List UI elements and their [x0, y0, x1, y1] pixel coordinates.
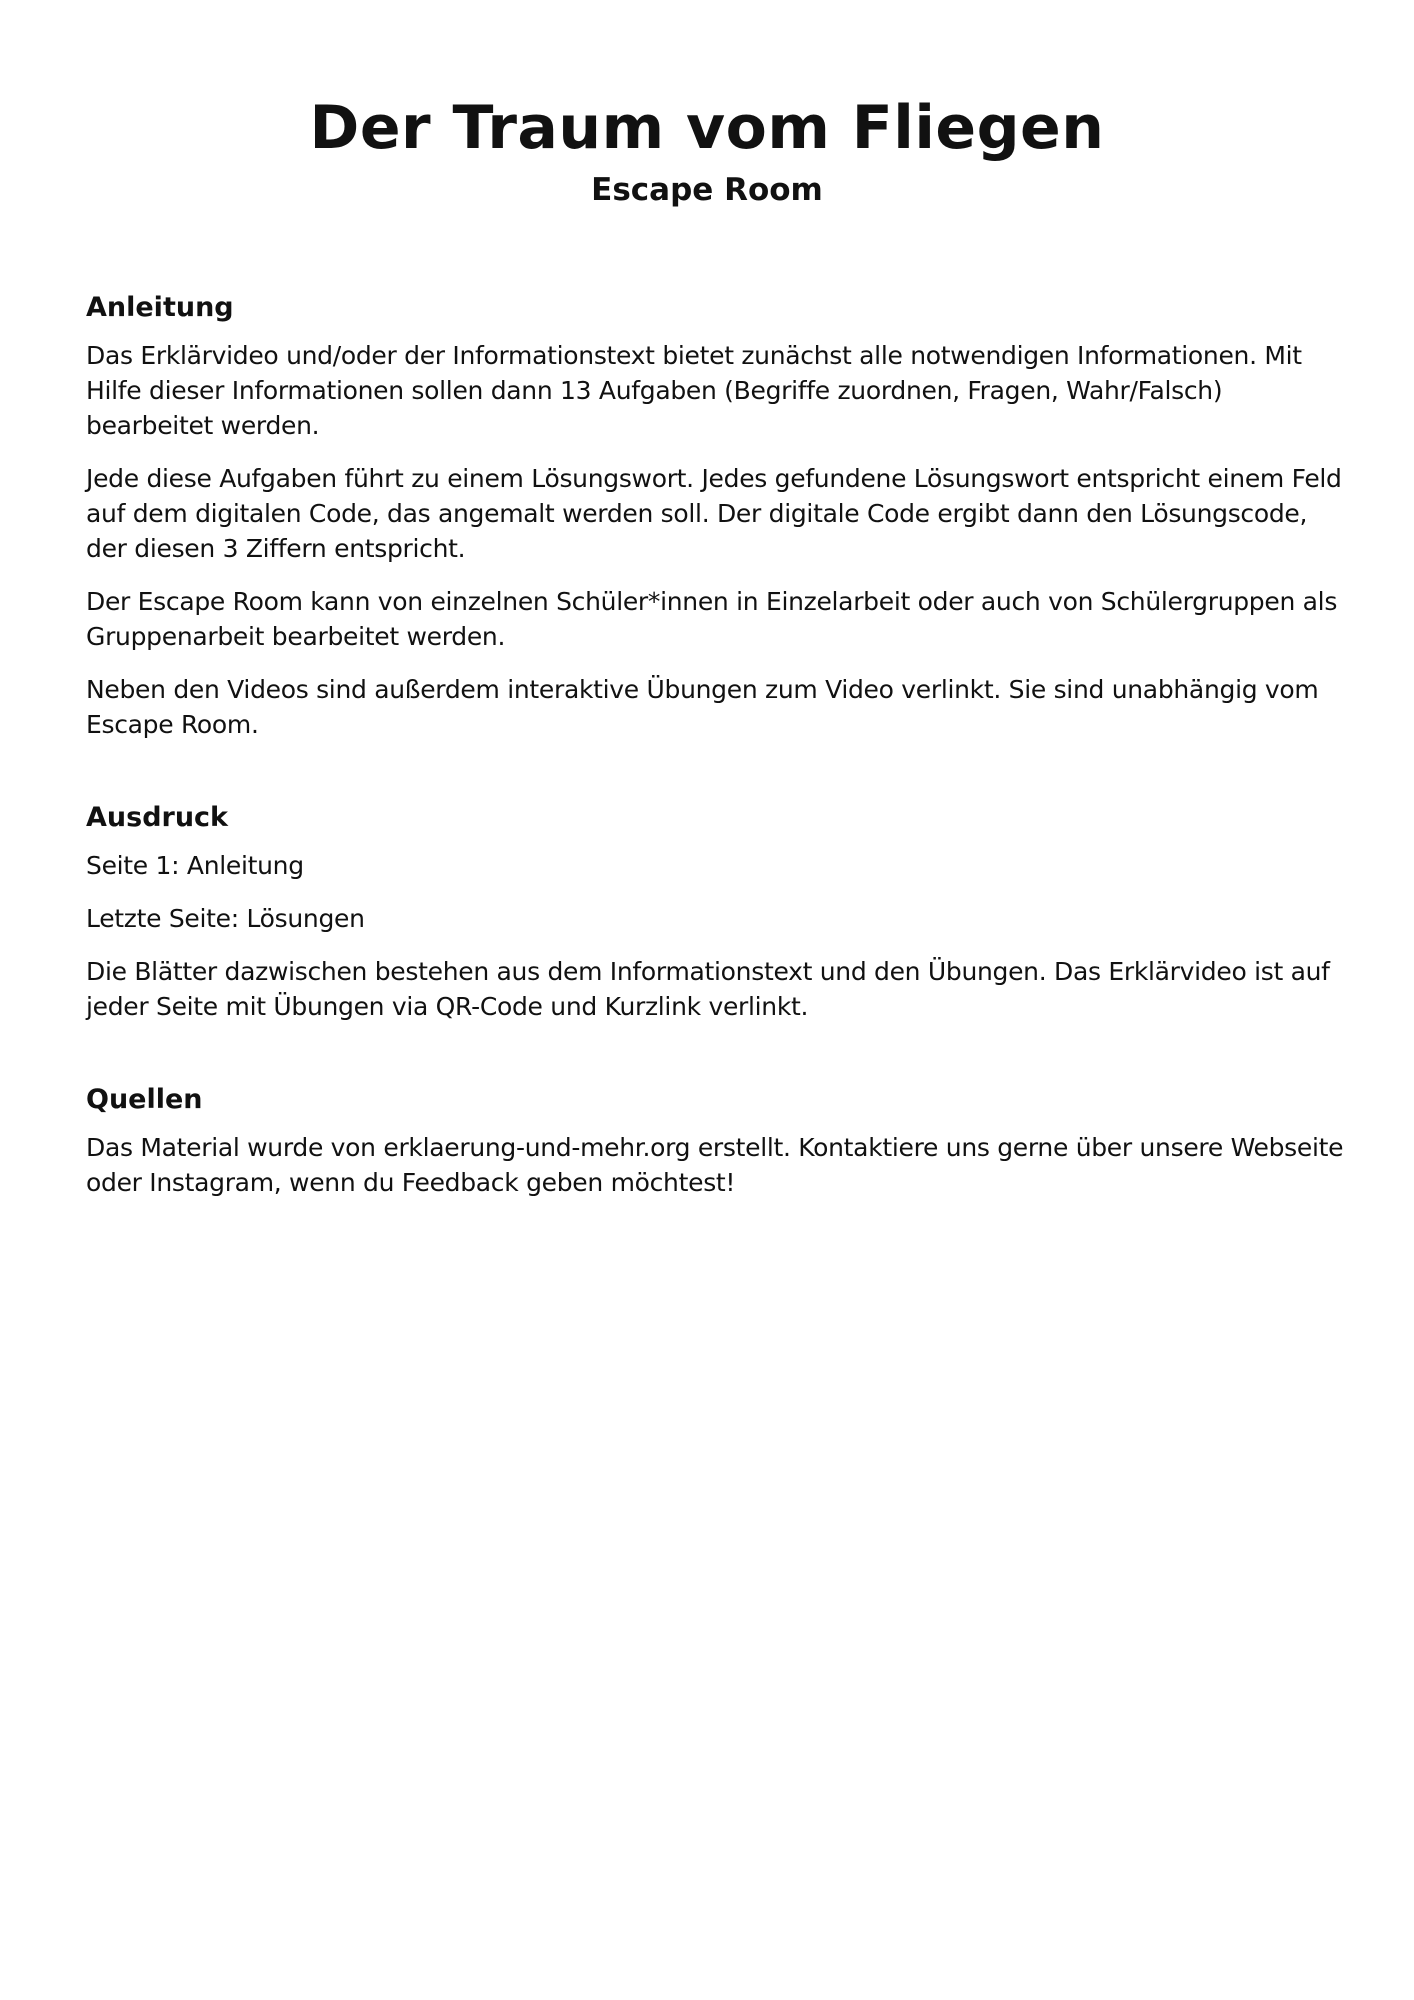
section-heading: Ausdruck — [86, 802, 229, 833]
section-anleitung — [86, 290, 1346, 742]
paragraph: Die Blätter dazwischen bestehen aus dem Informationstext und den Übungen. Das Erklärvideo ist auf jeder Seite mit Übungen via QR-Code und Kurzlink verlinkt. — [86, 957, 1330, 1021]
section-heading: Quellen — [86, 1084, 203, 1115]
paragraph: Seite 1: Anleitung — [86, 851, 304, 880]
paragraph: Neben den Videos sind außerdem interaktive Übungen zum Video verlinkt. Sie sind unabhängig vom Escape Room. — [86, 675, 1319, 739]
paragraph: Der Escape Room kann von einzelnen Schüler*innen in Einzelarbeit oder auch von Schülergruppen als Gruppenarbeit bearbeitet werden. — [86, 587, 1338, 651]
document-title: Der Traum vom Fliegen — [309, 93, 1105, 163]
document-body — [86, 290, 1346, 1218]
paragraph: Das Erklärvideo und/oder der Informationstext bietet zunächst alle notwendigen Informationen. Mit Hilfe dieser Informationen sollen dann 13 Aufgaben (Begriffe zuordnen, Fragen, Wahr/Falsch) bearbeitet werden. — [86, 341, 1302, 440]
document-subtitle: Escape Room — [591, 172, 823, 208]
section-ausdruck — [86, 800, 1346, 1024]
paragraph: Letzte Seite: Lösungen — [86, 904, 365, 933]
paragraph: Das Material wurde von erklaerung-und-mehr.org erstellt. Kontaktiere uns gerne über unsere Webseite oder Instagram, wenn du Feedback geben möchtest! — [86, 1133, 1344, 1197]
paragraph: Jede diese Aufgaben führt zu einem Lösungswort. Jedes gefundene Lösungswort entspricht einem Feld auf dem digitalen Code, das angemalt werden soll. Der digitale Code ergibt dann den Lösungscode, der diesen 3 Ziffern entspricht. — [86, 464, 1342, 563]
section-quellen — [86, 1082, 1346, 1200]
section-heading: Anleitung — [86, 292, 234, 323]
